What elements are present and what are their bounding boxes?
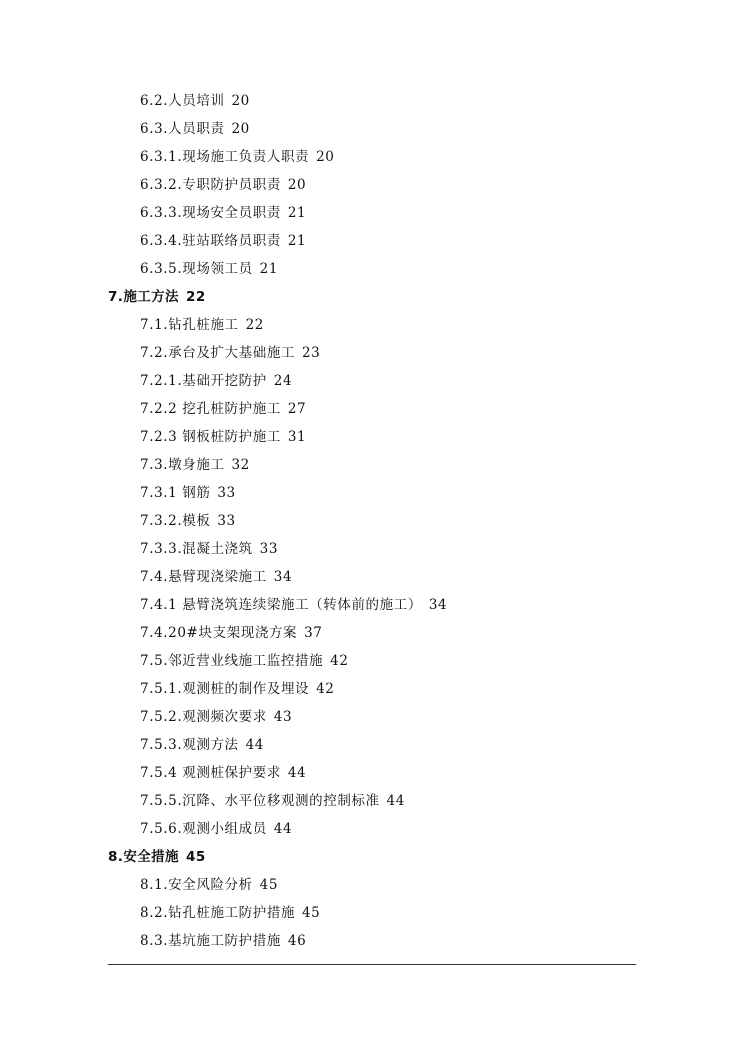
footer-divider: [108, 964, 636, 965]
toc-entry[interactable]: [0, 731, 744, 759]
toc-entry[interactable]: [0, 87, 744, 115]
table-of-contents: [0, 87, 744, 955]
toc-page-number: 33: [217, 513, 236, 529]
toc-entry-title: 7.3.墩身施工: [140, 457, 225, 473]
toc-chapter-entry[interactable]: [0, 843, 744, 871]
toc-entry-title: 8.1.安全风险分析: [140, 877, 253, 893]
toc-entry-title: 7.4.1 悬臂浇筑连续梁施工（转体前的施工）: [140, 597, 422, 613]
toc-page-number: 34: [428, 597, 448, 613]
toc-page-number: 43: [273, 709, 293, 725]
toc-entry-title: 6.3.3.现场安全员职责: [140, 205, 281, 221]
toc-entry-title: 7.5.6.观测小组成员: [140, 821, 267, 837]
toc-entry[interactable]: [0, 479, 744, 507]
toc-page-number: 33: [217, 485, 236, 501]
toc-entry[interactable]: [0, 451, 744, 479]
toc-entry[interactable]: [0, 899, 744, 927]
toc-entry-title: 7.5.1.观测桩的制作及埋设: [140, 681, 310, 697]
toc-entry-title: 7.2.1.基础开挖防护: [140, 373, 267, 389]
toc-page-number: 44: [245, 737, 264, 753]
toc-entry-title: 6.3.1.现场施工负责人职责: [140, 149, 310, 165]
toc-page-number: 21: [287, 233, 307, 249]
toc-entry-title: 6.2.人员培训: [140, 93, 225, 109]
toc-entry[interactable]: [0, 507, 744, 535]
toc-entry-title: 6.3.5.现场领工员: [140, 261, 253, 277]
toc-chapter-title: 7.施工方法: [108, 289, 179, 305]
toc-page-number: 20: [287, 177, 307, 193]
toc-entry[interactable]: [0, 591, 744, 619]
toc-entry[interactable]: [0, 227, 744, 255]
toc-chapter-entry[interactable]: [0, 283, 744, 311]
toc-entry[interactable]: [0, 647, 744, 675]
toc-page-number: 24: [273, 373, 293, 389]
toc-page-number: 45: [186, 849, 206, 865]
toc-page-number: 37: [304, 625, 323, 641]
toc-page-number: 22: [186, 289, 206, 305]
toc-page-number: 21: [287, 205, 307, 221]
toc-entry-title: 7.2.承台及扩大基础施工: [140, 345, 296, 361]
toc-entry-title: 7.5.2.观测频次要求: [140, 709, 267, 725]
toc-entry[interactable]: [0, 311, 744, 339]
toc-entry[interactable]: [0, 703, 744, 731]
toc-page-number: 44: [386, 793, 405, 809]
toc-page-number: 44: [287, 765, 307, 781]
toc-page-number: 46: [287, 933, 307, 949]
toc-page-number: 32: [231, 457, 250, 473]
toc-entry-title: 7.5.3.观测方法: [140, 737, 239, 753]
toc-entry-title: 6.3.2.专职防护员职责: [140, 177, 281, 193]
toc-page-number: 34: [273, 569, 293, 585]
toc-page-number: 20: [231, 93, 250, 109]
toc-page-number: 20: [316, 149, 335, 165]
toc-entry-title: 6.3.4.驻站联络员职责: [140, 233, 281, 249]
toc-entry-title: 7.3.3.混凝土浇筑: [140, 541, 253, 557]
toc-entry[interactable]: [0, 367, 744, 395]
toc-entry[interactable]: [0, 423, 744, 451]
toc-entry-title: 8.3.基坑施工防护措施: [140, 933, 281, 949]
toc-entry-title: 7.5.4 观测桩保护要求: [140, 765, 281, 781]
toc-entry-title: 7.4.悬臂现浇梁施工: [140, 569, 267, 585]
toc-page-number: 22: [245, 317, 264, 333]
toc-entry-title: 7.5.邻近营业线施工监控措施: [140, 653, 324, 669]
toc-entry[interactable]: [0, 395, 744, 423]
toc-chapter-title: 8.安全措施: [108, 849, 179, 865]
toc-page-number: 33: [259, 541, 279, 557]
toc-page-number: 21: [259, 261, 279, 277]
toc-entry-title: 8.2.钻孔桩施工防护措施: [140, 905, 296, 921]
toc-entry-title: 7.3.2.模板: [140, 513, 211, 529]
toc-page-number: 20: [231, 121, 250, 137]
toc-entry-title: 7.1.钻孔桩施工: [140, 317, 239, 333]
toc-entry[interactable]: [0, 115, 744, 143]
toc-page-number: 27: [287, 401, 307, 417]
toc-entry[interactable]: [0, 255, 744, 283]
toc-entry-title: 6.3.人员职责: [140, 121, 225, 137]
toc-entry[interactable]: [0, 143, 744, 171]
toc-entry[interactable]: [0, 535, 744, 563]
toc-entry[interactable]: [0, 815, 744, 843]
toc-entry[interactable]: [0, 619, 744, 647]
toc-entry[interactable]: [0, 563, 744, 591]
toc-entry[interactable]: [0, 199, 744, 227]
toc-entry-title: 7.2.2 挖孔桩防护施工: [140, 401, 281, 417]
toc-entry[interactable]: [0, 675, 744, 703]
toc-page-number: 45: [301, 905, 321, 921]
toc-entry[interactable]: [0, 171, 744, 199]
toc-entry[interactable]: [0, 927, 744, 955]
toc-page-number: 31: [287, 429, 307, 445]
toc-entry-title: 7.4.20#块支架现浇方案: [140, 625, 298, 641]
toc-entry[interactable]: [0, 759, 744, 787]
toc-entry[interactable]: [0, 787, 744, 815]
toc-entry[interactable]: [0, 871, 744, 899]
toc-entry-title: 7.2.3 钢板桩防护施工: [140, 429, 281, 445]
toc-entry-title: 7.3.1 钢筋: [140, 485, 211, 501]
toc-page-number: 23: [301, 345, 321, 361]
toc-page-number: 44: [273, 821, 293, 837]
toc-page-number: 45: [259, 877, 279, 893]
toc-entry-title: 7.5.5.沉降、水平位移观测的控制标准: [140, 793, 380, 809]
toc-entry[interactable]: [0, 339, 744, 367]
toc-page-number: 42: [316, 681, 335, 697]
toc-page-number: 42: [330, 653, 349, 669]
